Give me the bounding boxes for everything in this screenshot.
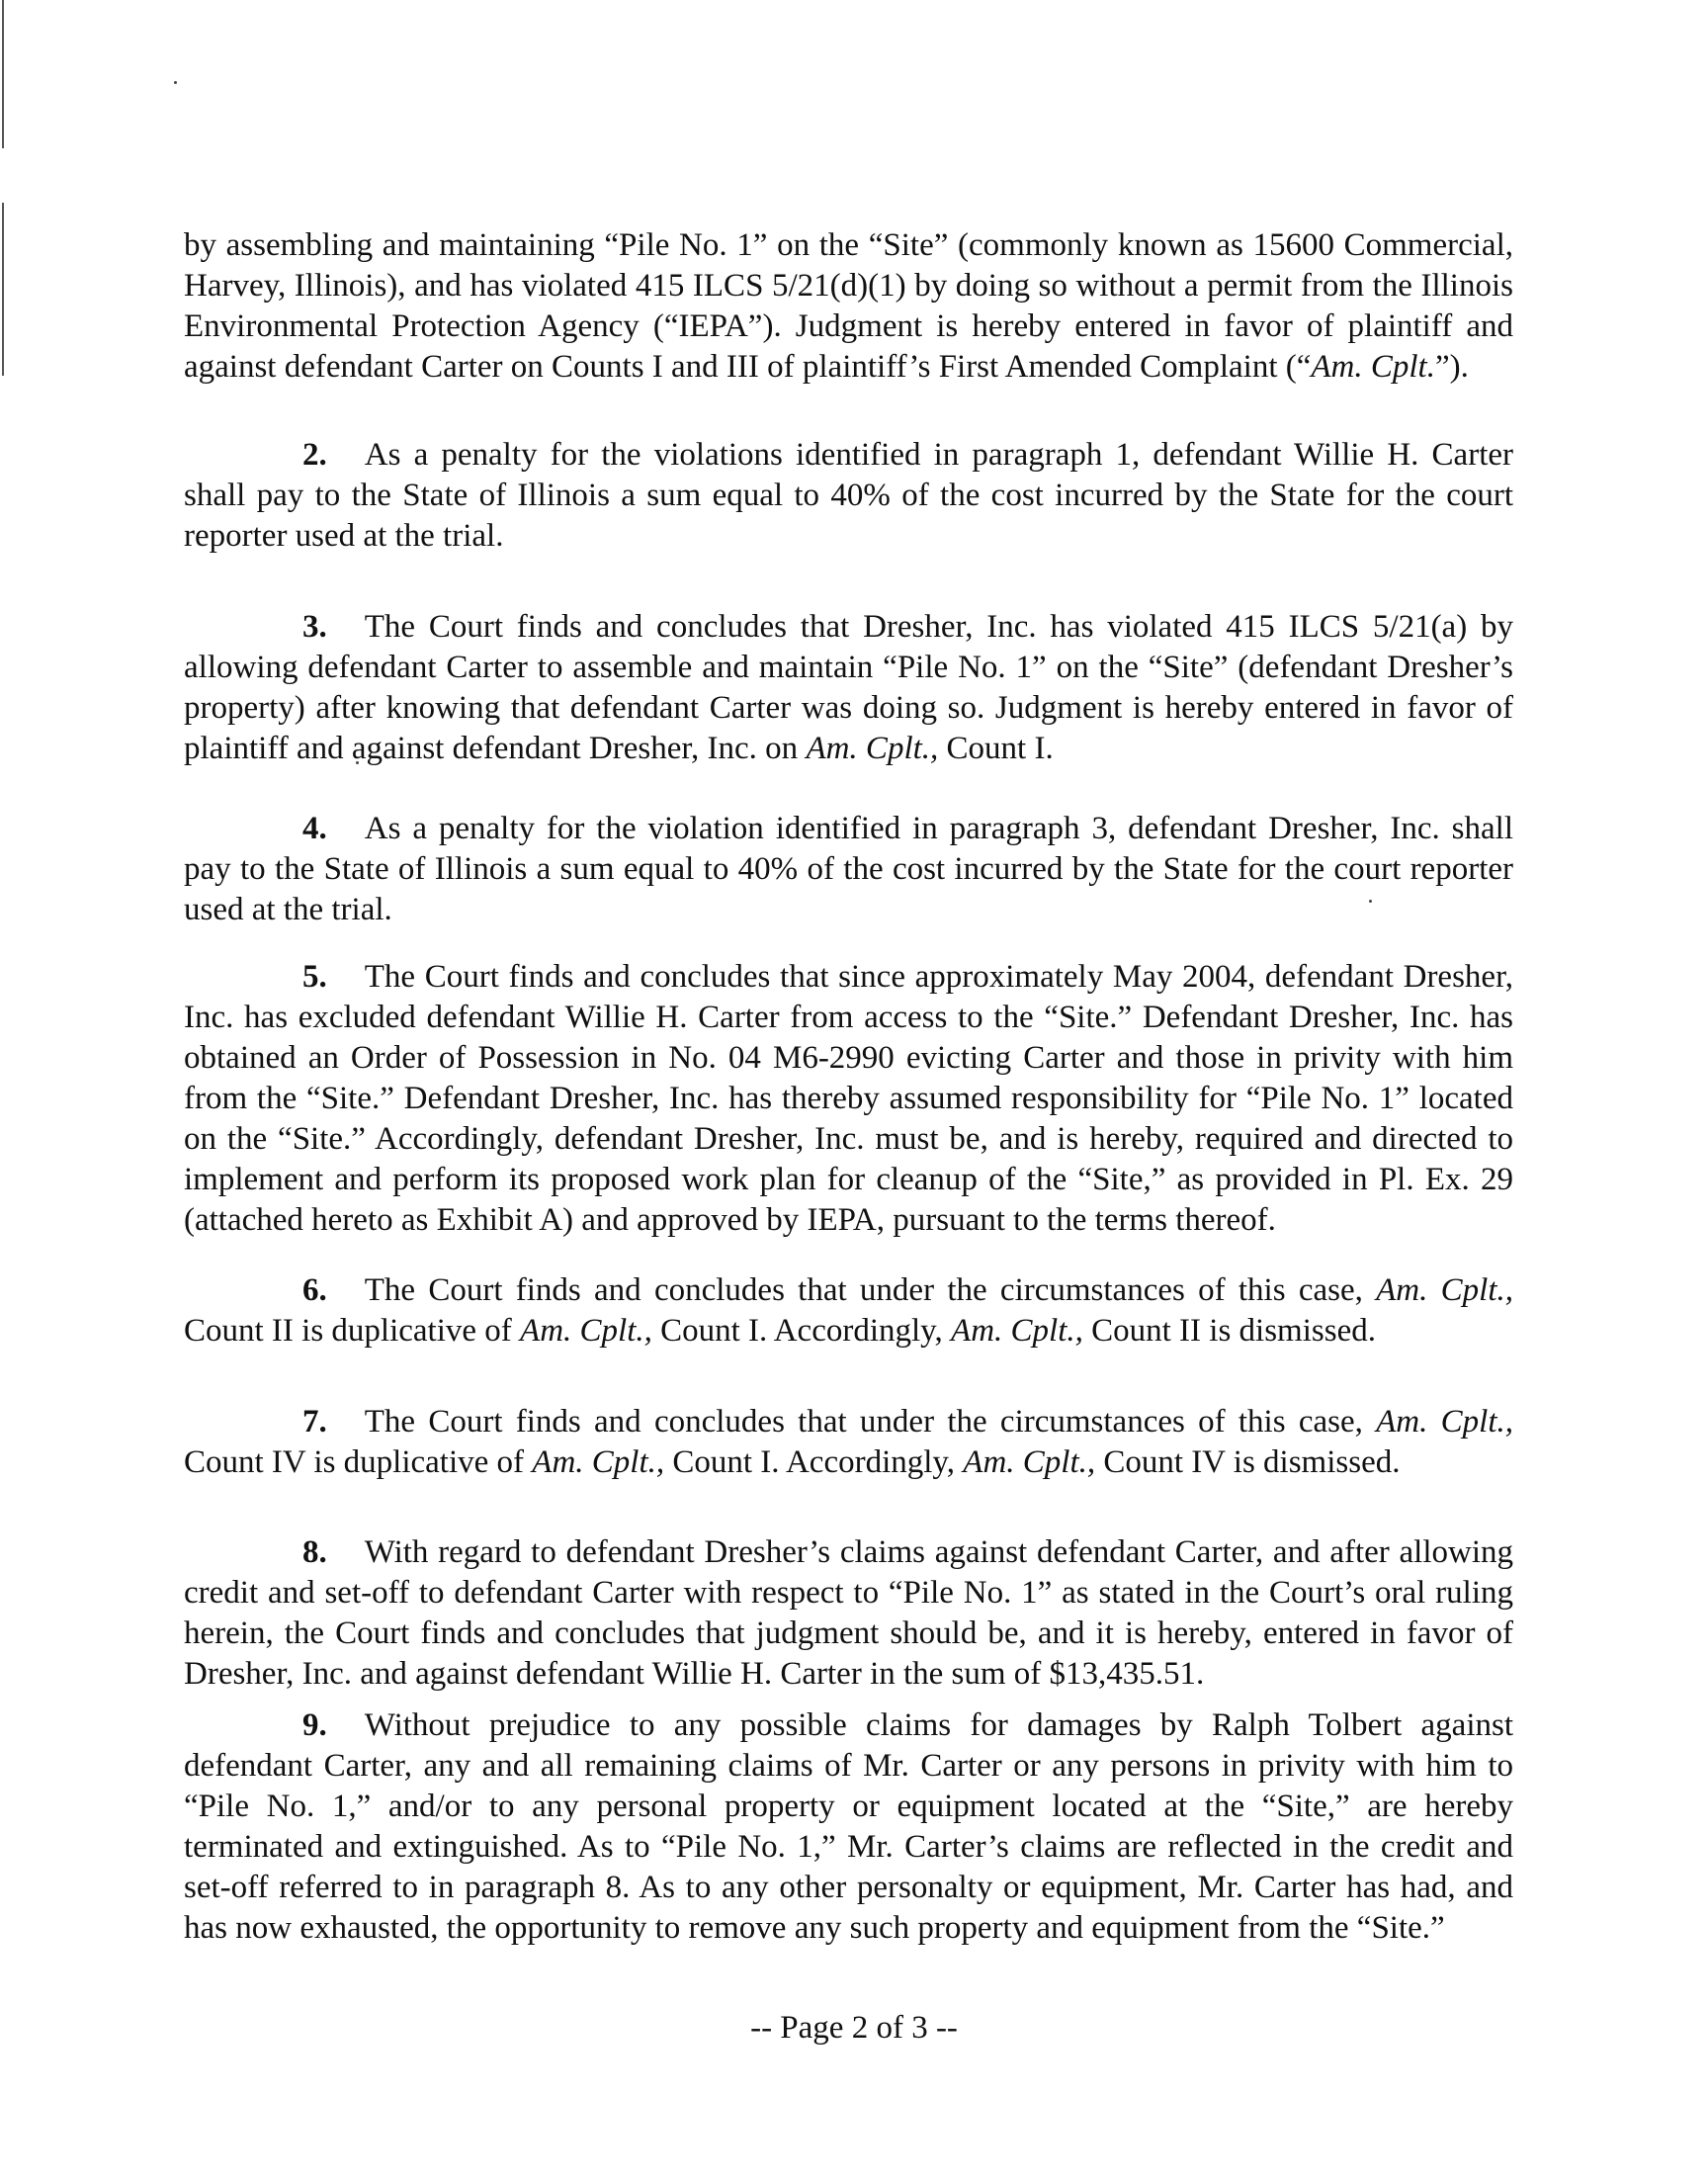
paragraph-2 xyxy=(184,435,1513,557)
paragraph-text: The Court finds and concludes that since approximately May 2004, defendant Dresher, Inc. has excluded defendant Willie H. Carter from access to the “Site.” Defendant Dresher, Inc. has obtained an Order of Possession in No. 04 M6-2990 evicting Carter and those in privity with him from the “Site.” Defendant Dresher, Inc. has thereby assumed responsibility for “Pile No. 1” located on the “Site.” Accordingly, defendant Dresher, Inc. must be, and is hereby, required and directed to implement and perform its proposed work plan for cleanup of the “Site,” as provided in Pl. Ex. 29 (attached hereto as Exhibit A) and approved by IEPA, pursuant to the terms thereof. xyxy=(184,959,1513,1238)
paragraph-number: 8. xyxy=(302,1534,327,1570)
scan-speck xyxy=(174,81,177,84)
paragraph-text-italic: Am. Cplt., xyxy=(520,1313,652,1349)
paragraph-number: 7. xyxy=(302,1404,327,1440)
paragraph-6 xyxy=(184,1270,1513,1352)
paragraph-3 xyxy=(184,607,1513,769)
paragraph-number: 5. xyxy=(302,959,327,995)
paragraph-text-italic: Am. Cplt., xyxy=(806,731,939,766)
paragraph-text: by assembling and maintaining “Pile No. 1” on the “Site” (commonly known as 15600 Commercial, Harvey, Illinois), and has violated 415 ILCS 5/21(d)(1) by doing so without a permit from the Illinois Environmental Protection Agency (“IEPA”). Judgment is hereby entered in favor of plaintiff and against defendant Carter on Counts I and III of plaintiff’s First Amended Complaint (“ xyxy=(184,227,1513,385)
paragraph-text-italic: Am. Cplt., xyxy=(532,1444,665,1480)
paragraph-text-italic: Am. Cplt., xyxy=(963,1444,1096,1480)
paragraph-9 xyxy=(184,1705,1513,1949)
paragraph-text-italic: Am. Cplt., xyxy=(951,1313,1083,1349)
paragraph-text: Count II is duplicative of xyxy=(184,1313,521,1349)
paragraph-text: As a penalty for the violation identified in paragraph 3, defendant Dresher, Inc. shall pay to the State of Illinois a sum equal to 40% of the cost incurred by the State for the court reporter used at the trial. xyxy=(184,811,1513,927)
paragraph-text: Count IV is dismissed. xyxy=(1095,1444,1401,1480)
paragraph-text-italic: Am. Cplt. xyxy=(1311,349,1435,385)
paragraph-8 xyxy=(184,1532,1513,1695)
paragraph-text: Count I. Accordingly, xyxy=(651,1313,952,1349)
paragraph-text: The Court finds and concludes that Dresher, Inc. has violated 415 ILCS 5/21(a) by allowing defendant Carter to assemble and maintain “Pile No. 1” on the “Site” (defendant Dresher’s property) after knowing that defendant Carter was doing so. Judgment is hereby entered in favor of plaintiff and against defendant Dresher, Inc. on xyxy=(184,609,1513,766)
paragraph-text-italic: Am. Cplt., xyxy=(1376,1272,1513,1308)
paragraph-number: 4. xyxy=(302,811,327,846)
paragraph-4 xyxy=(184,809,1513,930)
paragraph-text: With regard to defendant Dresher’s claims against defendant Carter, and after allowing credit and set-off to defendant Carter with respect to “Pile No. 1” as stated in the Court’s oral ruling herein, the Court finds and concludes that judgment should be, and it is hereby, entered in favor of Dresher, Inc. and against defendant Willie H. Carter in the sum of $13,435.51. xyxy=(184,1534,1513,1692)
paragraph-text: Count IV is duplicative of xyxy=(184,1444,533,1480)
scan-edge-line xyxy=(2,203,4,376)
paragraph-1-continuation xyxy=(184,225,1513,388)
paragraph-5 xyxy=(184,957,1513,1241)
paragraph-text: Count II is dismissed. xyxy=(1082,1313,1376,1349)
paragraph-text: ”). xyxy=(1434,349,1469,385)
paragraph-text: The Court finds and concludes that under the circumstances of this case, xyxy=(364,1272,1377,1308)
paragraph-text-italic: Am. Cplt., xyxy=(1376,1404,1513,1440)
paragraph-text: Without prejudice to any possible claims for damages by Ralph Tolbert against defendant Carter, any and all remaining claims of Mr. Carter or any persons in privity with him to “Pile No. 1,” and/or to any personal property or equipment located at the “Site,” are hereby terminated and extinguished. As to “Pile No. 1,” Mr. Carter’s claims are reflected in the credit and set-off referred to in paragraph 8. As to any other personalty or equipment, Mr. Carter has had, and has now exhausted, the opportunity to remove any such property and equipment from the “Site.” xyxy=(184,1707,1513,1946)
paragraph-number: 6. xyxy=(302,1272,327,1308)
paragraph-text: As a penalty for the violations identified in paragraph 1, defendant Willie H. Carter shall pay to the State of Illinois a sum equal to 40% of the cost incurred by the State for the court reporter used at the trial. xyxy=(184,437,1513,554)
page-footer: -- Page 2 of 3 -- xyxy=(750,2010,958,2046)
paragraph-number: 3. xyxy=(302,609,327,645)
paragraph-number: 9. xyxy=(302,1707,327,1743)
paragraph-number: 2. xyxy=(302,437,327,473)
paragraph-text: Count I. Accordingly, xyxy=(664,1444,964,1480)
paragraph-text: Count I. xyxy=(938,731,1054,766)
paragraph-text: The Court finds and concludes that under the circumstances of this case, xyxy=(364,1404,1377,1440)
paragraph-7 xyxy=(184,1402,1513,1483)
scan-edge-line xyxy=(2,0,4,148)
